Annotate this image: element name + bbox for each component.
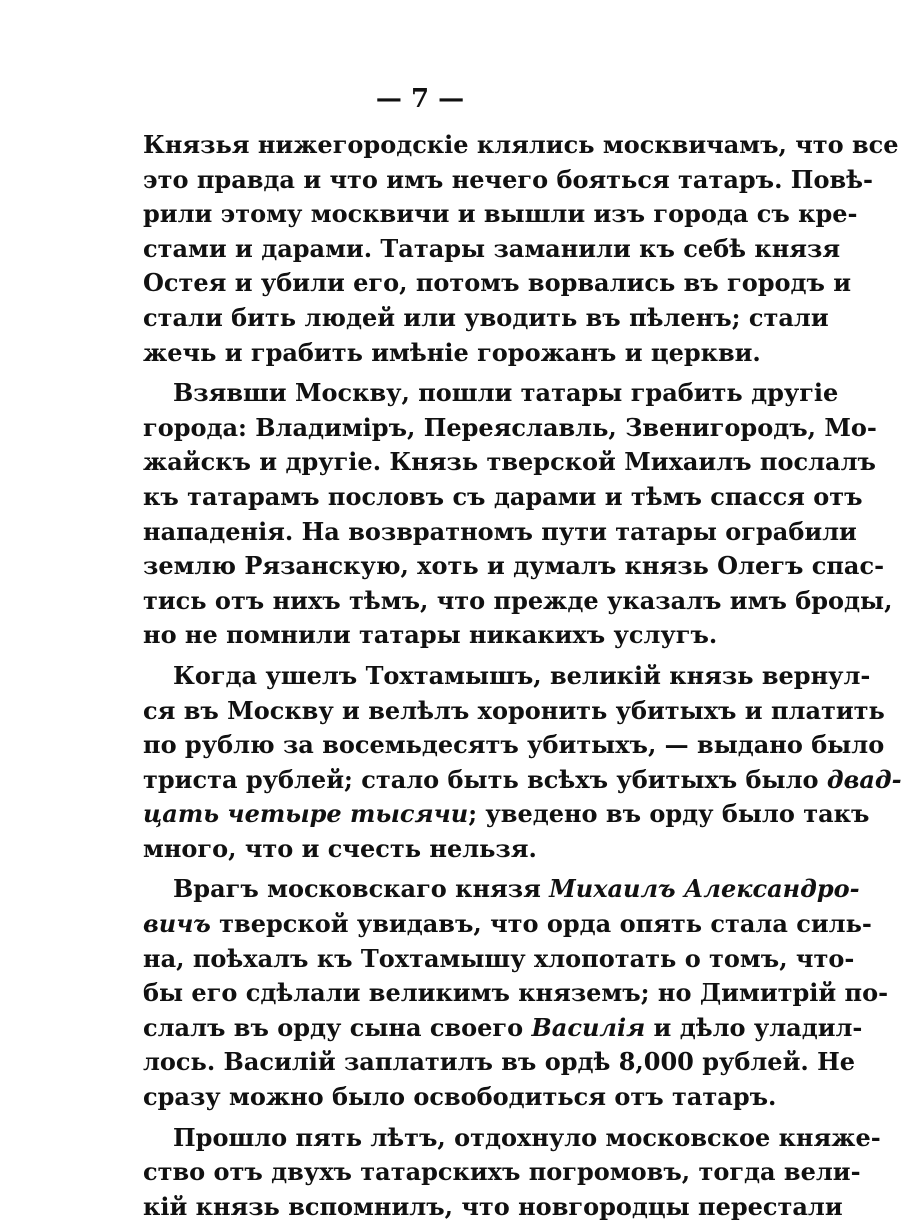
text-line: Прошло пять лѣтъ, отдохнуло московское княже- [173, 1122, 881, 1152]
text-line: Когда ушелъ Тохтамышъ, великій князь вернул- [173, 660, 871, 690]
text-line: по рублю за восемьдесятъ убитыхъ, — выдано было [143, 730, 885, 760]
italic-text: вичъ [143, 909, 211, 939]
text-line: триста рублей; стало быть всѣхъ убитыхъ было двад- [143, 764, 902, 794]
text-line: лось. Василій заплатилъ въ ордѣ 8,000 рублей. Не [143, 1047, 856, 1077]
paragraph-4 [143, 872, 889, 1114]
text-line: на, поѣхалъ къ Тохтамышу хлопотать о томъ, что- [143, 943, 855, 973]
text-line: Врагъ московскаго князя Михаилъ Александро- [173, 874, 860, 904]
italic-text: Василія [531, 1012, 646, 1042]
text-line: стали бить людей или уводить въ пѣленъ; стали [143, 302, 829, 332]
italic-text: Михаилъ Александро- [549, 874, 860, 904]
italic-text: двад- [826, 764, 902, 794]
page-number: — 7 — [375, 84, 465, 114]
text-line: слалъ въ орду сына своего Василія и дѣло уладил- [143, 1012, 863, 1042]
text-line: рили этому москвичи и вышли изъ города съ кре- [143, 199, 858, 229]
text-line: сразу можно было освободиться отъ татаръ. [143, 1082, 777, 1112]
paragraph-3 [143, 659, 902, 867]
text-line: ство отъ двухъ татарскихъ погромовъ, тогда вели- [143, 1157, 861, 1187]
text-line: Взявши Москву, пошли татары грабить другіе [173, 378, 839, 408]
text-line: много, что и счесть нельзя. [143, 833, 537, 863]
text-line: жечь и грабить имѣніе горожанъ и церкви. [143, 337, 761, 367]
text-line: землю Рязанскую, хоть и думалъ князь Олегъ спас- [143, 551, 885, 581]
body-text [143, 128, 902, 1230]
text-line: бы его сдѣлали великимъ княземъ; но Димитрій по- [143, 978, 889, 1008]
text-line: вичъ тверской увидавъ, что орда опять стала силь- [143, 909, 872, 939]
text-line: тись отъ нихъ тѣмъ, что прежде указалъ имъ броды, [143, 585, 893, 615]
text-line: Князья нижегородскіе клялись москвичамъ, что все [143, 130, 899, 159]
text-line: Остея и убили его, потомъ ворвались въ городъ и [143, 268, 852, 298]
text-line: кій князь вспомнилъ, что новгородцы перестали [143, 1191, 843, 1221]
paragraph-5 [143, 1121, 881, 1225]
text-line: стами и дарами. Татары заманили къ себѣ князя [143, 233, 841, 263]
paragraph-2 [143, 376, 893, 653]
paragraph-1 [143, 128, 899, 370]
italic-text: цать четыре тысячи [143, 799, 469, 829]
text-line: къ татарамъ пословъ съ дарами и тѣмъ спасся отъ [143, 481, 863, 511]
text-line: это правда и что имъ нечего бояться татаръ. Повѣ- [143, 164, 873, 194]
text-line: но не помнили татары никакихъ услугъ. [143, 620, 718, 650]
text-line: ся въ Москву и велѣлъ хоронить убитыхъ и платить [143, 695, 885, 725]
text-line: города: Владиміръ, Переяславль, Звенигородъ, Мо- [143, 412, 877, 442]
text-line: нападенія. На возвратномъ пути татары ограбили [143, 516, 857, 546]
text-line: жайскъ и другіе. Князь тверской Михаилъ послалъ [143, 447, 876, 477]
text-line: цать четыре тысячи; уведено въ орду было такъ [143, 799, 870, 829]
